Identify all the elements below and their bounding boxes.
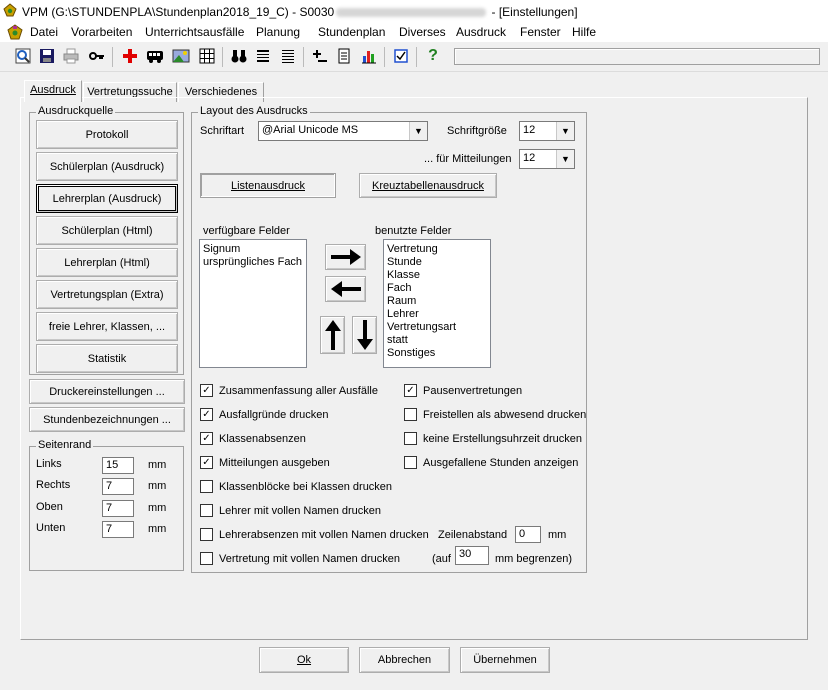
auf-input[interactable]: 30 <box>455 546 489 565</box>
arrow-down-icon <box>356 319 374 351</box>
schriftart-label: Schriftart <box>200 125 245 137</box>
binoculars-icon[interactable] <box>230 47 248 65</box>
list-item[interactable]: Stunde <box>387 256 422 268</box>
text-lines-icon[interactable] <box>279 47 297 65</box>
schriftgroesse-select[interactable]: 12 ▼ <box>519 121 575 141</box>
schuelerplan-html-button[interactable]: Schülerplan (Html) <box>36 216 178 245</box>
arrow-up-icon <box>324 319 342 351</box>
list-item[interactable]: statt <box>387 334 408 346</box>
checkbox-unchecked-icon <box>200 480 213 493</box>
klassenabsenzen-checkbox[interactable]: ✓ Klassenabsenzen <box>200 432 306 445</box>
move-right-button[interactable] <box>325 244 366 270</box>
move-down-button[interactable] <box>352 316 377 354</box>
add-item-icon[interactable] <box>311 47 329 65</box>
list-item[interactable]: Vertretungsart <box>387 321 457 333</box>
rechts-input[interactable]: 7 <box>102 478 134 495</box>
move-left-button[interactable] <box>325 276 366 302</box>
menu-vorarbeiten[interactable]: Vorarbeiten <box>71 25 133 39</box>
druckereinstellungen-button[interactable]: Druckereinstellungen ... <box>29 379 185 404</box>
list-item[interactable]: Fach <box>387 282 412 294</box>
oben-input[interactable]: 7 <box>102 500 134 517</box>
menu-stundenplan[interactable]: Stundenplan <box>318 25 386 39</box>
menu-planung[interactable]: Planung <box>256 25 301 39</box>
title-bar <box>0 0 828 22</box>
list-item[interactable]: Sonstiges <box>387 347 436 359</box>
document-icon[interactable] <box>335 47 353 65</box>
zusammenfassung-checkbox[interactable]: ✓ Zusammenfassung aller Ausfälle <box>200 384 378 397</box>
image-icon[interactable] <box>172 47 190 65</box>
unten-unit: mm <box>148 523 167 535</box>
vertretung-volle-namen-checkbox[interactable]: Vertretung mit vollen Namen drucken <box>200 552 400 565</box>
list-item[interactable]: Raum <box>387 295 417 307</box>
move-up-button[interactable] <box>320 316 345 354</box>
seitenrand-label: Seitenrand <box>38 439 92 451</box>
statistik-button[interactable]: Statistik <box>36 344 178 373</box>
save-icon[interactable] <box>38 47 56 65</box>
lehrerplan-ausdruck-button[interactable]: Lehrerplan (Ausdruck) <box>36 184 178 213</box>
ausfallgruende-checkbox[interactable]: ✓ Ausfallgründe drucken <box>200 408 328 421</box>
list-lines-icon[interactable] <box>254 47 272 65</box>
key-icon[interactable] <box>88 47 106 65</box>
links-label: Links <box>36 458 62 470</box>
vertretungsplan-extra-button[interactable]: Vertretungsplan (Extra) <box>36 280 178 309</box>
unten-label: Unten <box>36 522 66 534</box>
stundenbezeichnungen-button[interactable]: Stundenbezeichnungen ... <box>29 407 185 432</box>
klassenbloecke-checkbox[interactable]: Klassenblöcke bei Klassen drucken <box>200 480 392 493</box>
checkbox-unchecked-icon <box>404 408 417 421</box>
checkbox-unchecked-icon <box>200 504 213 517</box>
mitteilungen-label: ... für Mitteilungen <box>424 153 512 165</box>
list-item[interactable]: Vertretung <box>387 243 438 255</box>
tab-vertretungssuche[interactable]: Vertretungssuche <box>83 82 177 102</box>
freistellen-checkbox[interactable]: Freistellen als abwesend drucken <box>404 408 586 421</box>
pausenvertretungen-checkbox[interactable]: ✓ Pausenvertretungen <box>404 384 522 397</box>
protokoll-button[interactable]: Protokoll <box>36 120 178 149</box>
chevron-down-icon[interactable]: ▼ <box>556 122 574 140</box>
unten-input[interactable]: 7 <box>102 521 134 538</box>
checkbox-checked-icon: ✓ <box>200 456 213 469</box>
toolbar-separator <box>112 47 113 67</box>
child-window-icon[interactable] <box>7 24 23 40</box>
menu-ausdruck[interactable]: Ausdruck <box>456 25 507 39</box>
toolbar <box>0 43 828 72</box>
lehrerplan-html-button[interactable]: Lehrerplan (Html) <box>36 248 178 277</box>
lehrer-volle-namen-checkbox[interactable]: Lehrer mit vollen Namen drucken <box>200 504 381 517</box>
chevron-down-icon[interactable]: ▼ <box>556 150 574 168</box>
print-icon[interactable] <box>62 47 80 65</box>
links-unit: mm <box>148 459 167 471</box>
lehrerabsenzen-volle-namen-checkbox[interactable]: Lehrerabsenzen mit vollen Namen drucken <box>200 528 429 541</box>
checkbox-checked-icon: ✓ <box>200 408 213 421</box>
menu-unterrichtsausfaelle[interactable]: Unterrichtsausfälle <box>145 25 245 39</box>
app-icon <box>3 3 17 17</box>
checkbox-icon[interactable] <box>392 47 410 65</box>
zoom-icon[interactable] <box>14 47 32 65</box>
mitteilungen-select[interactable]: 12 ▼ <box>519 149 575 169</box>
redacted-text <box>336 8 486 17</box>
tab-ausdruck[interactable]: Ausdruck <box>24 80 82 102</box>
zeilenabstand-label: Zeilenabstand <box>438 529 508 541</box>
layout-label: Layout des Ausdrucks <box>200 105 308 117</box>
list-item[interactable]: Signum <box>203 243 241 255</box>
checkbox-checked-icon: ✓ <box>200 432 213 445</box>
schriftart-select[interactable]: @Arial Unicode MS ▼ <box>258 121 428 141</box>
ok-button[interactable]: Ok <box>259 647 349 673</box>
rechts-label: Rechts <box>36 479 71 491</box>
ausdruckquelle-label: Ausdruckquelle <box>38 105 114 117</box>
freie-lehrer-klassen-button[interactable]: freie Lehrer, Klassen, ... <box>36 312 178 341</box>
checkbox-unchecked-icon <box>404 456 417 469</box>
menu-diverses[interactable]: Diverses <box>399 25 446 39</box>
menu-fenster[interactable]: Fenster <box>520 25 561 39</box>
toolbar-separator <box>416 47 417 67</box>
benutzte-felder-label: benutzte Felder <box>375 225 452 237</box>
auf-suffix-label: mm begrenzen) <box>495 553 573 565</box>
kreuztabellenausdruck-button[interactable]: Kreuztabellenausdruck <box>359 173 497 198</box>
checkbox-checked-icon: ✓ <box>200 384 213 397</box>
ausgefallene-stunden-checkbox[interactable]: Ausgefallene Stunden anzeigen <box>404 456 578 469</box>
add-red-cross-icon[interactable] <box>121 47 139 65</box>
list-item[interactable]: Lehrer <box>387 308 419 320</box>
window-title: VPM (G:\STUNDENPLA\Stundenplan2018_19_C) - S0030 - [Einstellungen] <box>22 5 578 19</box>
rechts-unit: mm <box>148 480 167 492</box>
menu-datei[interactable]: Datei <box>30 25 59 39</box>
grid-icon[interactable] <box>198 47 216 65</box>
verfuegbare-felder-list[interactable] <box>199 239 307 368</box>
list-item[interactable]: Klasse <box>387 269 421 281</box>
uebernehmen-button[interactable]: Übernehmen <box>460 647 550 673</box>
schuelerplan-ausdruck-button[interactable]: Schülerplan (Ausdruck) <box>36 152 178 181</box>
checkbox-unchecked-icon <box>404 432 417 445</box>
checkbox-checked-icon: ✓ <box>404 384 417 397</box>
schriftgroesse-label: Schriftgröße <box>447 125 507 137</box>
bus-icon[interactable] <box>146 47 164 65</box>
verfuegbare-felder-label: verfügbare Felder <box>203 225 290 237</box>
keine-erstellungsuhrzeit-checkbox[interactable]: keine Erstellungsuhrzeit drucken <box>404 432 582 445</box>
oben-label: Oben <box>36 501 63 513</box>
links-input[interactable]: 15 <box>102 457 134 474</box>
toolbar-separator <box>384 47 385 67</box>
mitteilungen-checkbox[interactable]: ✓ Mitteilungen ausgeben <box>200 456 330 469</box>
toolbar-separator <box>303 47 304 67</box>
toolbar-separator <box>222 47 223 67</box>
status-field <box>454 48 820 65</box>
checkbox-unchecked-icon <box>200 528 213 541</box>
arrow-left-icon <box>330 280 362 298</box>
menu-bar <box>0 22 828 42</box>
checkbox-unchecked-icon <box>200 552 213 565</box>
auf-label: (auf <box>432 553 451 565</box>
benutzte-felder-list[interactable] <box>383 239 491 368</box>
oben-unit: mm <box>148 502 167 514</box>
abbrechen-button[interactable]: Abbrechen <box>359 647 450 673</box>
help-icon[interactable]: ? <box>428 47 438 64</box>
listenausdruck-toggle[interactable]: Listenausdruck <box>200 173 336 198</box>
bar-chart-icon[interactable] <box>360 47 378 65</box>
arrow-right-icon <box>330 248 362 266</box>
chevron-down-icon[interactable]: ▼ <box>409 122 427 140</box>
menu-hilfe[interactable]: Hilfe <box>572 25 597 39</box>
tab-verschiedenes[interactable]: Verschiedenes <box>178 82 264 102</box>
list-item[interactable]: ursprüngliches Fach <box>203 256 303 268</box>
zeilenabstand-unit: mm <box>548 529 567 541</box>
zeilenabstand-input[interactable]: 0 <box>515 526 541 543</box>
